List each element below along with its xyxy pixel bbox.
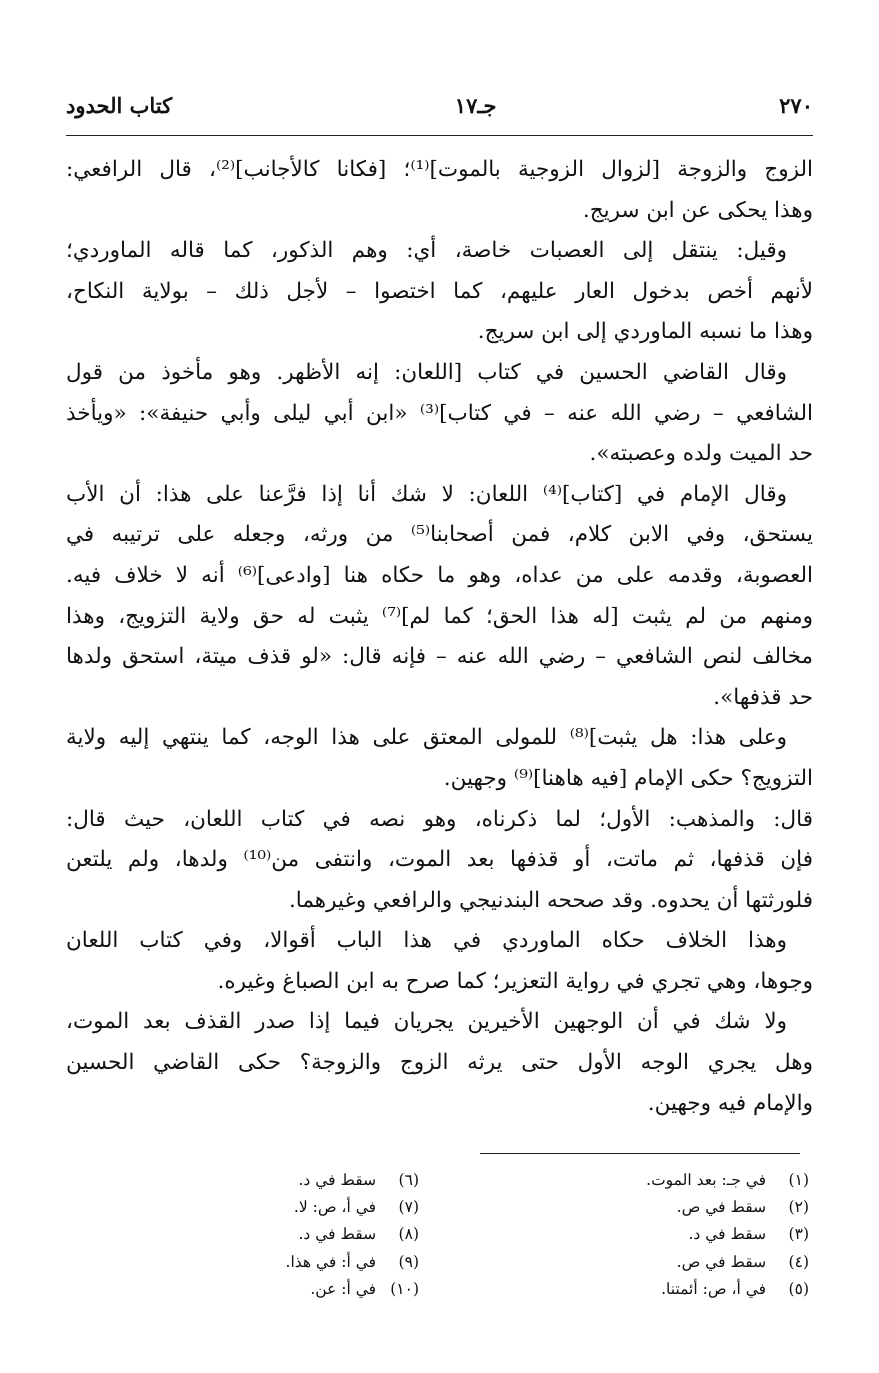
footnote-text: في أ: عن. [310,1279,377,1298]
footnote-number: (٣) [788,1225,809,1244]
text-line: فإن قذفها، ثم ماتت، أو قذفها بعد الموت، وانتفى من⁽¹⁰⁾ ولدها، ولم يلتعن [66,847,813,873]
footnote-text: في جـ: بعد الموت. [646,1171,767,1189]
footnote [509,1167,809,1194]
footnote-text: سقط في د. [688,1225,767,1244]
body-text [66,150,813,1124]
text-line: حد قذفها». [713,684,813,710]
footnote-text: في أ: في هذا. [285,1252,377,1271]
page-number: ٢٧٠ [779,92,813,118]
header-divider [66,135,813,136]
text-line: والإمام فيه وجهين. [647,1090,813,1116]
footnote-number: (٥) [788,1279,809,1298]
footnote-divider [480,1153,800,1154]
footnote [119,1167,419,1194]
book-title: كتاب الحدود [66,92,173,118]
text-line: حد الميت ولده وعصبته». [589,441,813,467]
footnote-number: (٤) [788,1252,809,1271]
footnote-number: (٨) [398,1225,419,1244]
text-line: وهذا ما نسبه الماوردي إلى ابن سريج. [477,319,813,345]
footnote-text: سقط في ص. [676,1252,767,1271]
text-line: مخالف لنص الشافعي – رضي الله عنه – فإنه قال: «لو قذف ميتة، استحق ولدها [66,644,813,670]
footnote [119,1276,419,1303]
text-line: الزوج والزوجة [لزوال الزوجية بالموت]⁽¹⁾؛ [فكانا كالأجانب]⁽²⁾، قال الرافعي: [66,157,813,182]
text-line: وقيل: ينتقل إلى العصبات خاصة، أي: وهم الذكور، كما قاله الماوردي؛ [66,238,787,264]
footnotes-right-column [509,1167,809,1303]
footnote-number: (٦) [398,1171,419,1189]
text-line: وعلى هذا: هل يثبت]⁽⁸⁾ للمولى المعتق على هذا الوجه، كما ينتهي إليه ولاية [66,725,788,751]
footnote-text: سقط في د. [298,1171,377,1189]
text-line: وهذا الخلاف حكاه الماوردي في هذا الباب أقوالا، وفي كتاب اللعان [66,928,787,954]
text-line: وهذا يحكى عن ابن سريج. [582,197,813,223]
footnote-text: سقط في د. [298,1225,377,1244]
footnote-text: في أ، ص: لا. [293,1198,377,1217]
footnote-text: في أ، ص: أئمتنا. [661,1279,767,1298]
footnote-number: (٩) [398,1252,419,1271]
text-line: وهل يجري الوجه الأول حتى يرثه الزوج والزوجة؟ حكى القاضي الحسين [66,1050,813,1076]
footnote [509,1221,809,1248]
text-line: لأنهم أخص بدخول العار عليهم، كما اختصوا – لأجل ذلك – بولاية النكاح، [66,278,813,304]
text-line: قال: والمذهب: الأول؛ لما ذكرناه، وهو نصه في كتاب اللعان، حيث قال: [66,806,813,832]
footnote-number: (٢) [788,1198,809,1217]
text-line: فلورثتها أن يحدوه. وقد صححه البندنيجي والرافعي وغيرهما. [288,887,813,913]
footnote-number: (١٠) [390,1279,419,1298]
footnote [509,1276,809,1303]
text-line: الشافعي – رضي الله عنه – في كتاب]⁽³⁾ «ابن أبي ليلى وأبي حنيفة»: «ويأخذ [66,400,813,426]
text-line: التزويج؟ حكى الإمام [فيه هاهنا]⁽⁹⁾ وجهين. [443,765,813,791]
footnote [119,1249,419,1276]
footnote [509,1194,809,1221]
text-line: وقال القاضي الحسين في كتاب [اللعان: إنه الأظهر. وهو مأخوذ من قول [66,359,787,385]
text-line: وقال الإمام في [كتاب]⁽⁴⁾ اللعان: لا شك أنا إذا فرَّعنا على هذا: أن الأب [66,481,788,507]
text-line: العصوبة، وقدمه على من عداه، وهو ما حكاه هنا [وادعى]⁽⁶⁾ أنه لا خلاف فيه. [66,562,813,588]
footnote-text: سقط في ص. [676,1198,767,1217]
text-line: ومنهم من لم يثبت [له هذا الحق؛ كما لم]⁽⁷⁾ يثبت له حق ولاية التزويج، وهذا [66,603,813,629]
footnote-number: (٧) [398,1198,419,1217]
text-line: يستحق، وفي الابن كلام، فمن أصحابنا⁽⁵⁾ من ورثه، وجعله على ترتيبه في [66,522,813,548]
footnotes-left-column [119,1167,419,1303]
footnote-number: (١) [788,1171,809,1189]
text-line: وجوها، وهي تجري في رواية التعزير؛ كما صرح به ابن الصباغ وغيره. [217,968,813,994]
text-line: ولا شك في أن الوجهين الأخيرين يجريان فيما إذا صدر القذف بعد الموت، [66,1009,787,1035]
volume-label: جـ١٧ [454,92,497,118]
footnote [509,1249,809,1276]
footnote [119,1194,419,1221]
running-header [66,88,813,122]
footnote [119,1221,419,1248]
